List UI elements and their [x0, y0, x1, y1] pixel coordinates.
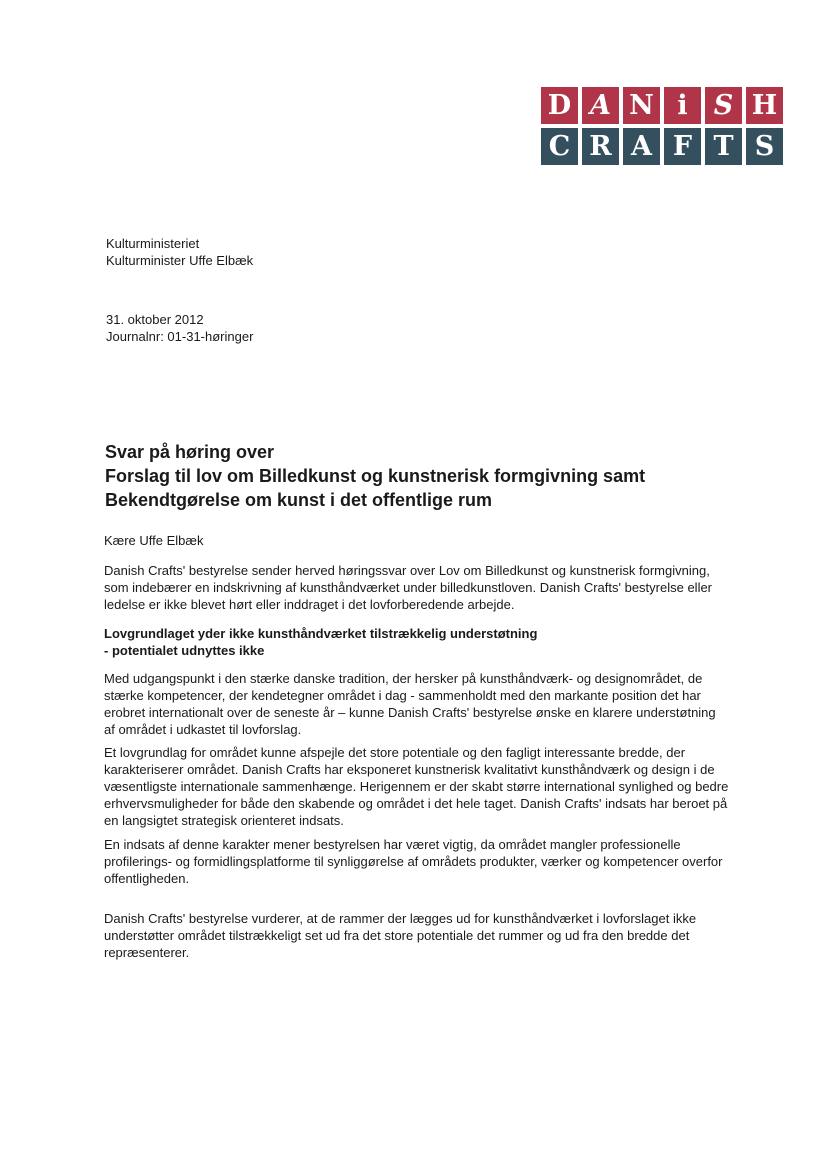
- text-line: repræsenterer.: [104, 945, 190, 960]
- paragraph-1: [104, 670, 744, 738]
- title-line: Bekendtgørelse om kunst i det offentlige rum: [105, 490, 493, 510]
- logo-tile: A: [582, 87, 619, 124]
- salutation-text: Kære Uffe Elbæk: [104, 533, 204, 548]
- text-line: væsentligste internationale sammenhænge. Herigennem er der skabt større international synlighed og bedre: [104, 779, 729, 794]
- logo-tile: R: [582, 128, 619, 165]
- text-line: Et lovgrundlag for området kunne afspejle det store potentiale og den fagligt interessante bredde, der: [104, 745, 686, 760]
- text-line: erobret internationalt over de seneste år – kunne Danish Crafts' bestyrelse ønske en klarere understøtning: [104, 705, 716, 720]
- logo-tile: A: [623, 128, 660, 165]
- logo-tile: S: [746, 128, 783, 165]
- subheading-line: - potentialet udnyttes ikke: [104, 643, 265, 658]
- subheading-line: Lovgrundlaget yder ikke kunsthåndværket tilstrækkelig understøtning: [104, 626, 538, 641]
- intro-paragraph: [104, 562, 744, 613]
- logo-tile: i: [664, 87, 701, 124]
- paragraph-2: [104, 744, 744, 829]
- recipient-line: Kulturministeriet: [106, 236, 200, 251]
- text-line: understøtter området tilstrækkeligt set ud fra det store potentiale det rummer og ud fra den bredde det: [104, 928, 690, 943]
- text-line: offentligheden.: [104, 871, 190, 886]
- letter-date: 31. oktober 2012: [106, 312, 204, 327]
- text-line: karakteriserer området. Danish Crafts har eksponeret kunstnerisk kvalitativt kunsthåndværk og design i de: [104, 762, 715, 777]
- logo-row-danish: [541, 87, 785, 124]
- text-line: som indebærer en indskrivning af kunsthåndværket under billedkunstloven. Danish Crafts' bestyrelse eller: [104, 580, 713, 595]
- text-line: erhvervsmuligheder for både den skabende og området i det hele taget. Danish Crafts' indsats har beroet på: [104, 796, 728, 811]
- text-line: Danish Crafts' bestyrelse vurderer, at de rammer der lægges ud for kunsthåndværket i lovforslaget ikke: [104, 911, 697, 926]
- journal-number: Journalnr: 01-31-høringer: [106, 329, 254, 344]
- salutation: [104, 532, 744, 549]
- logo-tile: T: [705, 128, 742, 165]
- paragraph-3: [104, 836, 744, 887]
- title-line: Forslag til lov om Billedkunst og kunstnerisk formgivning samt: [105, 466, 646, 486]
- section-subheading: [104, 625, 744, 659]
- letter-meta: [106, 311, 253, 345]
- text-line: Med udgangspunkt i den stærke danske tradition, der hersker på kunsthåndværk- og designområdet, de: [104, 671, 703, 686]
- danish-crafts-logo: [541, 87, 785, 169]
- logo-tile: D: [541, 87, 578, 124]
- letter-title: [105, 440, 645, 512]
- text-line: stærke kompetencer, der kendetegner området i dag - sammenholdt med den markante position det har: [104, 688, 701, 703]
- logo-tile: S: [705, 87, 742, 124]
- logo-tile: C: [541, 128, 578, 165]
- text-line: En indsats af denne karakter mener bestyrelsen har været vigtig, da området mangler professionelle: [104, 837, 681, 852]
- logo-tile: H: [746, 87, 783, 124]
- paragraph-4: [104, 910, 744, 961]
- text-line: en langsigtet strategisk orienteret indsats.: [104, 813, 344, 828]
- recipient-address: [106, 235, 253, 269]
- text-line: af området i udkastet til lovforslag.: [104, 722, 302, 737]
- title-line: Svar på høring over: [105, 442, 275, 462]
- text-line: profilerings- og formidlingsplatforme til synliggørelse af områdets produkter, værker og kompetencer overfor: [104, 854, 723, 869]
- logo-tile: N: [623, 87, 660, 124]
- logo-row-crafts: [541, 128, 785, 165]
- text-line: Danish Crafts' bestyrelse sender herved høringssvar over Lov om Billedkunst og kunstnerisk formgivning,: [104, 563, 710, 578]
- recipient-line: Kulturminister Uffe Elbæk: [106, 253, 254, 268]
- logo-tile: F: [664, 128, 701, 165]
- text-line: ledelse er ikke blevet hørt eller inddraget i det lovforberedende arbejde.: [104, 597, 515, 612]
